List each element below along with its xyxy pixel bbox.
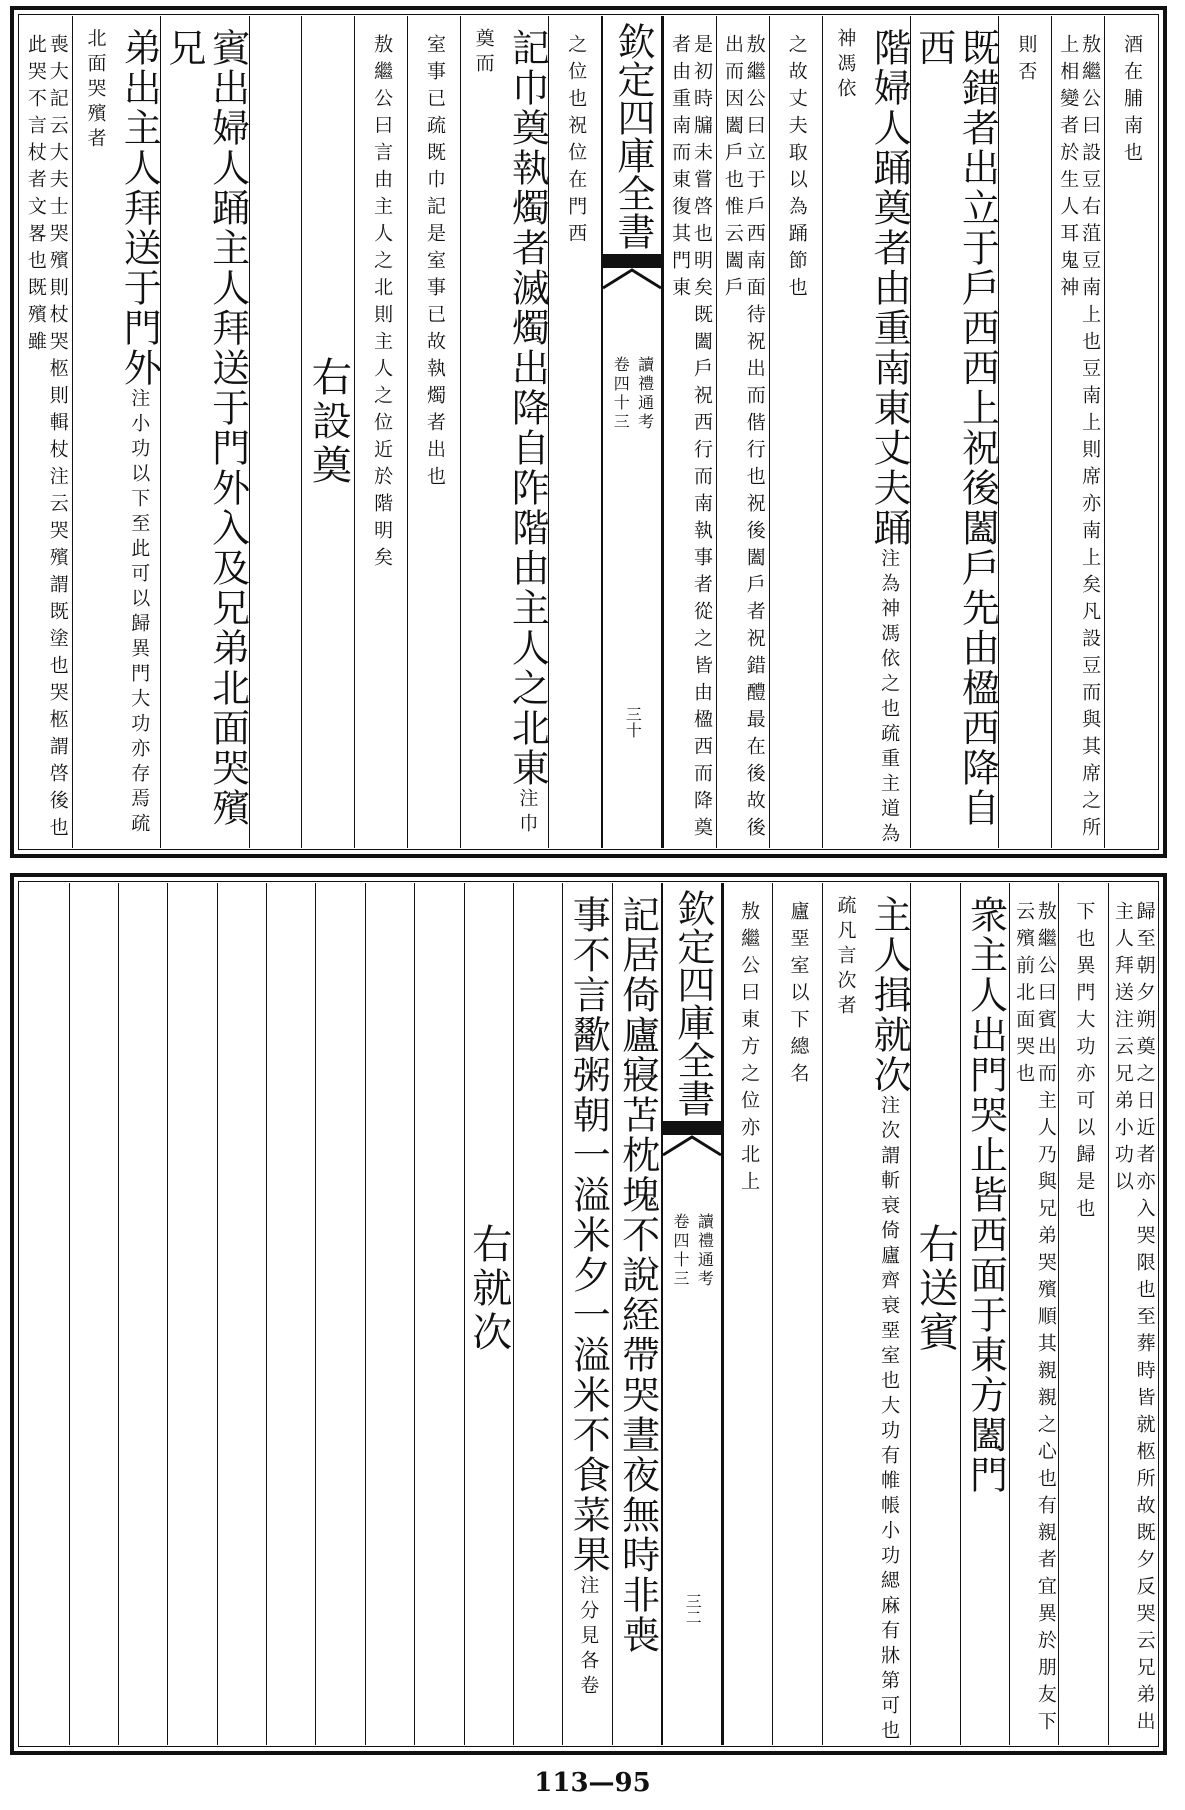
annotation-text: 酒在脯南也	[1121, 34, 1143, 169]
top-columns	[20, 16, 1157, 848]
annotation-text: 注分見各卷	[577, 1575, 600, 1700]
section-heading: 右設奠	[305, 356, 352, 488]
main-text-part: 主人揖就次	[867, 895, 912, 1095]
annotation-text: 敖繼公曰賓出而主人乃與兄弟哭殯順其親親之心也有親者宜異於朋友下云殯前北面哭也	[1013, 901, 1057, 1738]
annotation-text: 之故丈夫取以為踊節也	[785, 34, 808, 304]
text-column	[69, 883, 118, 1745]
annotation-text: 敖繼公曰立于戶西南面待祝出而偕行也祝後闔戶者祝錯醴最在後故後出而因闔戶也惟云闔戶	[721, 34, 766, 844]
text-column	[72, 16, 160, 848]
text-column	[217, 883, 266, 1745]
main-text	[823, 883, 910, 1745]
text-column	[822, 883, 910, 1745]
text-column	[20, 16, 72, 848]
main-text	[73, 16, 160, 848]
text-column	[160, 16, 248, 848]
text-column	[1009, 883, 1058, 1745]
center-subtitle	[611, 356, 654, 432]
annotation-text: 敖繼公曰東方之位亦北上	[738, 901, 761, 1198]
text-column	[20, 883, 68, 1745]
main-text-part: 記巾奠執燭者滅燭出降自阼階由主人之北東	[505, 28, 550, 788]
text-column	[960, 883, 1009, 1745]
annotation-text: 注次謂斬衰倚廬齊衰堊室也大功有帷帳小功緦麻有牀第可也疏凡言次者	[834, 895, 901, 1745]
text-column	[266, 883, 315, 1745]
annotation-text: 歸至朝夕朔奠之日近者亦入哭限也至葬時皆就柩所故既夕反哭云兄弟出主人拜送注云兄弟小功以	[1111, 901, 1156, 1738]
text-column	[1051, 16, 1104, 848]
annotation-text: 室事已疏既巾記是室事已故執燭者出也	[423, 34, 446, 493]
book-title: 讀禮通考	[635, 356, 655, 432]
annotation-text: 廬堊室以下總名	[787, 901, 810, 1090]
annotation-text: 之位也祝位在門西	[565, 34, 588, 250]
center-margin	[661, 883, 723, 1745]
fishtail-icon	[603, 254, 661, 294]
main-text: 賓出婦人踊主人拜送于門外入及兄弟北面哭殯兄	[161, 28, 250, 828]
main-text: 記居倚廬寢苫枕塊不說絰帶哭晝夜無時非喪	[615, 895, 660, 1655]
text-column	[414, 883, 463, 1745]
bottom-page-frame	[10, 873, 1167, 1755]
text-column	[1108, 883, 1157, 1745]
text-column	[513, 883, 562, 1745]
text-column	[1058, 883, 1107, 1745]
text-column	[612, 883, 661, 1745]
center-margin	[601, 16, 663, 848]
folio-number: 三十	[623, 706, 643, 738]
section-heading: 右就次	[465, 1223, 512, 1355]
main-text	[461, 16, 548, 848]
main-text: 衆主人出門哭止皆西面于東方闔門	[963, 895, 1008, 1495]
annotation-text: 是初時牖未嘗啓也明矣既闔戶祝西行而南執事者從之皆由楹西而降奠者由重南而東復其門東	[669, 34, 713, 844]
text-column	[167, 883, 216, 1745]
book-series-title: 欽定四庫全書	[611, 22, 656, 250]
annotation-text: 注為神馮依之也疏重主道為神馮依	[834, 28, 901, 848]
book-series-title: 欽定四庫全書	[670, 889, 715, 1117]
text-column	[562, 883, 611, 1745]
text-column	[407, 16, 460, 848]
text-column	[460, 16, 548, 848]
main-text: 既錯者出立于戶西西上祝後闔戶先由楹西降自西	[911, 28, 1000, 828]
main-text-part: 弟出主人拜送于門外	[117, 28, 162, 388]
text-column	[249, 16, 302, 848]
text-column	[354, 16, 407, 848]
bottom-columns	[20, 883, 1157, 1745]
text-column	[769, 16, 822, 848]
center-subtitle	[671, 1213, 714, 1289]
text-column	[910, 883, 959, 1745]
annotation-text: 敖繼公曰設豆右菹豆南上也豆南上則席亦南上矣凡設豆而與其席之所上相變者於生人耳鬼神	[1057, 34, 1102, 844]
annotation-text: 喪大記云大夫士哭殯則杖哭柩則輯杖注云哭殯謂既塗也哭柩謂啓後也此哭不言杖者文畧也既殯雖	[24, 34, 69, 844]
text-column	[548, 16, 601, 848]
text-column	[910, 16, 998, 848]
annotation-text: 下也異門大功亦可以歸是也	[1073, 901, 1096, 1225]
text-column	[716, 16, 769, 848]
main-text	[566, 883, 610, 1745]
text-column	[822, 16, 910, 848]
main-text	[823, 16, 910, 848]
main-text-part: 階婦人踊奠者由重南東丈夫踊	[867, 28, 912, 548]
annotation-text: 敖繼公曰言由主人之北則主人之位近於階明矣	[371, 34, 394, 574]
text-column	[315, 883, 364, 1745]
text-column	[464, 883, 513, 1745]
page-number: 113—95	[534, 1768, 651, 1798]
text-column	[663, 16, 716, 848]
book-title: 讀禮通考	[695, 1213, 715, 1289]
text-column	[772, 883, 821, 1745]
annotation-text: 則否	[1015, 34, 1038, 88]
main-text-part: 事不言歠粥朝一溢米夕一溢米不食菜果	[566, 895, 611, 1575]
text-column	[1104, 16, 1157, 848]
volume-label: 卷四十三	[671, 1213, 690, 1289]
volume-label: 卷四十三	[611, 356, 631, 432]
text-column	[301, 16, 354, 848]
annotation-text: 注小功以下至此可以歸異門大功亦存焉疏北面哭殯者	[84, 28, 151, 838]
text-column	[998, 16, 1051, 848]
text-column	[118, 883, 167, 1745]
fishtail-icon	[663, 1121, 721, 1161]
text-column	[365, 883, 414, 1745]
section-heading: 右送賓	[912, 1223, 959, 1355]
annotation-text: 注巾奠而	[472, 28, 539, 838]
top-page-frame	[10, 6, 1167, 858]
text-column	[723, 883, 772, 1745]
folio-number: 三二	[683, 1593, 703, 1625]
